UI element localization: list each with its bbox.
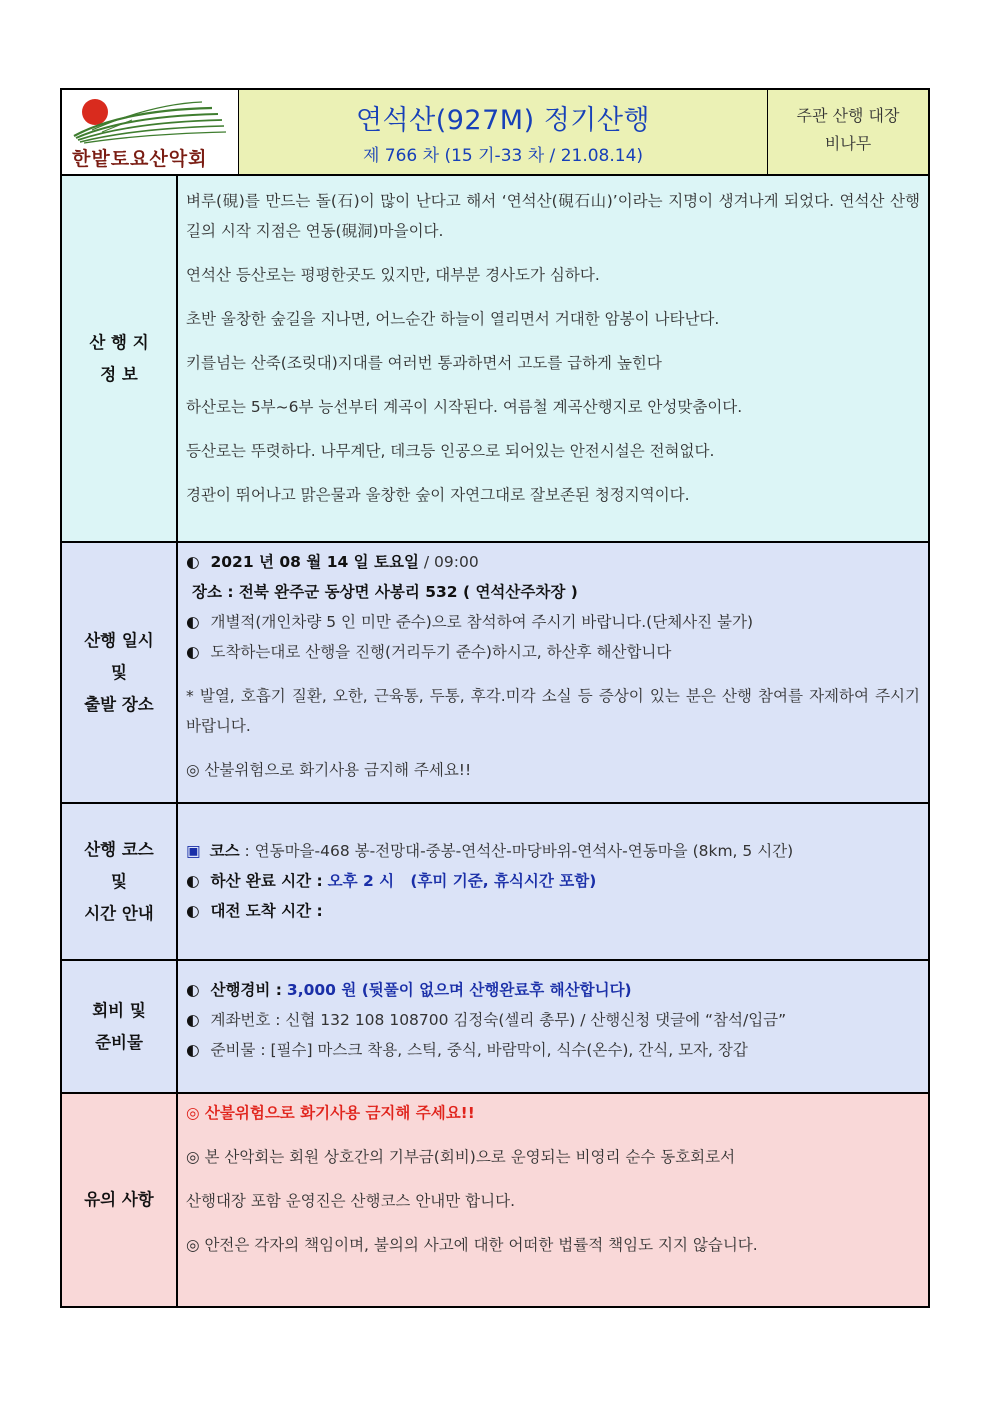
items-text: 준비물 : [필수] 마스크 착용, 스틱, 중식, 바람막이, 식수(온수), 간식, 모자, 장갑 [210,1041,748,1059]
course-line [186,836,920,866]
info-paragraph: 벼루(硯)를 만드는 돌(石)이 많이 난다고 해서 ‘연석산(硯石山)’이라는 지명이 생겨나게 되었다. 연석산 산행길의 시작 지점은 연동(硯洞)마을이다. [186,192,920,240]
notice-document [60,88,930,1308]
half-circle-icon: ◐ [186,981,200,999]
schedule-time: / 09:00 [418,553,479,571]
schedule-place: 장소 : 전북 완주군 동상면 사봉리 532 ( 연석산주차장 ) [192,583,578,601]
info-paragraph: 등산로는 뚜렷하다. 나무계단, 데크등 인공으로 되어있는 안전시설은 전혀없다. [186,442,715,460]
fee-label-line2: 준비물 [95,1032,143,1052]
header-row [62,90,928,176]
info-label-line2: 정 보 [100,364,138,384]
club-logo [62,90,239,174]
arrive-time-label: 대전 도착 시간 : [210,902,323,920]
square-icon: ▣ [186,842,201,860]
leader-label: 주관 산행 대장 [796,106,900,125]
notice-fire-warning: ◎ 산불위험으로 화기사용 금지해 주세요!! [186,1104,475,1122]
page-subtitle: 제 766 차 (15 기-33 차 / 21.08.14) [362,146,644,166]
notice-line: ◎ 안전은 각자의 책임이며, 불의의 사고에 대한 어떠한 법률적 책임도 지지 않습니다. [186,1236,758,1254]
cost-value: 3,000 원 (뒷풀이 없으며 산행완료후 해산합니다) [286,981,632,999]
fee-content [178,961,928,1092]
course-content [178,804,928,959]
info-content [178,176,928,541]
end-time-line [186,866,920,896]
account-line [186,1005,920,1035]
info-row [62,176,928,543]
page-title: 연석산(927M) 정기산행 [355,105,651,136]
course-label-line3: 시간 안내 [84,903,154,923]
schedule-date: 2021 년 08 월 14 일 토요일 [210,553,419,571]
half-circle-icon: ◐ [186,1041,200,1059]
schedule-note: * 발열, 호흡기 질환, 오한, 근육통, 두통, 후각.미각 소실 등 증상이 있는 분은 산행 참여를 자제하여 주시기 바랍니다. [186,687,920,735]
schedule-line [186,607,920,637]
account-text: 계좌번호 : 신협 132 108 108700 김정숙(셀리 총무) / 산행신청 댓글에 “참석/입금” [210,1011,787,1029]
schedule-line-text: 도착하는대로 산행을 진행(거리두기 준수)하시고, 하산후 해산합니다 [210,643,672,661]
schedule-label-line1: 산행 일시 [84,630,154,650]
notice-content [178,1094,928,1306]
info-paragraph: 초반 울창한 숲길을 지나면, 어느순간 하늘이 열리면서 거대한 암봉이 나타난다. [186,310,720,328]
schedule-content [178,543,928,802]
title-box [239,90,768,174]
info-label [62,176,178,541]
info-paragraph: 경관이 뛰어나고 맑은물과 울창한 숲이 자연그대로 잘보존된 청정지역이다. [186,486,690,504]
notice-label: 유의 사항 [62,1094,178,1306]
cost-label: 산행경비 : [210,981,282,999]
notice-line: 산행대장 포함 운영진은 산행코스 안내만 합니다. [186,1192,516,1210]
notice-line: ◎ 본 산악회는 회원 상호간의 기부금(회비)으로 운영되는 비영리 순수 동호회로서 [186,1148,736,1166]
logo-text: 한밭토요산악회 [72,148,208,170]
half-circle-icon: ◐ [186,1011,200,1029]
course-route: : 연동마을-468 봉-전망대-중봉-연석산-마당바위-연석사-연동마을 (8km, 5 시간) [239,842,794,860]
half-circle-icon: ◐ [186,872,200,890]
cost-line [186,975,920,1005]
course-label-line2: 및 [111,871,127,891]
fee-label-line1: 회비 및 [92,1000,146,1020]
items-line [186,1035,920,1065]
info-paragraph: 연석산 등산로는 평평한곳도 있지만, 대부분 경사도가 심하다. [186,266,600,284]
notice-row [62,1094,928,1306]
info-label-line1: 산 행 지 [89,332,149,352]
schedule-label-line2: 및 [111,662,127,682]
end-time-value: 오후 2 시 (후미 기준, 휴식시간 포함) [327,872,597,890]
schedule-label [62,543,178,802]
schedule-row [62,543,928,804]
schedule-date-line [186,547,920,577]
half-circle-icon: ◐ [186,902,200,920]
fee-label [62,961,178,1092]
course-title: 코스 [209,842,240,860]
course-row [62,804,928,961]
end-time-label: 하산 완료 시간 : [210,872,323,890]
schedule-line [186,637,920,667]
half-circle-icon: ◐ [186,643,200,661]
leader-name: 비나무 [824,134,872,153]
schedule-line-text: 개별적(개인차량 5 인 미만 준수)으로 참석하여 주시기 바랍니다.(단체사진 불가) [210,613,754,631]
leader-box [768,90,928,174]
half-circle-icon: ◐ [186,613,200,631]
course-label-line1: 산행 코스 [84,839,154,859]
half-circle-icon: ◐ [186,553,200,571]
arrive-time-line [186,896,920,926]
info-paragraph: 하산로는 5부~6부 능선부터 계곡이 시작된다. 여름철 계곡산행지로 안성맞춤이다. [186,398,743,416]
schedule-fire-warning: ◎ 산불위험으로 화기사용 금지해 주세요!! [186,761,472,779]
schedule-label-line3: 출발 장소 [84,694,154,714]
info-paragraph: 키를넘는 산죽(조릿대)지대를 여러번 통과하면서 고도를 급하게 높힌다 [186,354,662,372]
course-label [62,804,178,959]
fee-row [62,961,928,1094]
